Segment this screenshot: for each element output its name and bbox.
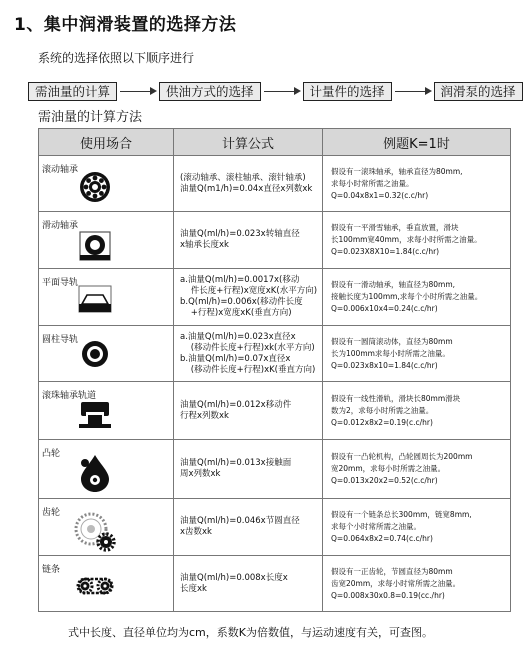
arrow-right-icon bbox=[117, 83, 159, 100]
usage-name: 圆柱导轨 bbox=[42, 335, 79, 345]
table-row bbox=[39, 499, 511, 556]
usage-cell bbox=[39, 269, 174, 326]
usage-name: 滚动轴承 bbox=[42, 165, 79, 175]
round-guide-icon bbox=[81, 340, 109, 368]
usage-cell bbox=[39, 326, 174, 382]
header-example: 例题K=1时 bbox=[323, 129, 511, 156]
formula-cell: 油量Q(ml/h)=0.023x转轴直径 x轴承长度xk bbox=[174, 212, 323, 269]
formula-cell: (滚动轴承、滚柱轴承、滚针轴承) 油量Q(m1/h)=0.04x直径x列数xk bbox=[174, 156, 323, 212]
arrow-right-icon bbox=[392, 83, 434, 100]
chain-icon bbox=[73, 570, 117, 602]
table-row bbox=[39, 212, 511, 269]
usage-name: 凸轮 bbox=[42, 449, 61, 459]
sliding-bearing-icon bbox=[78, 229, 112, 263]
formula-cell: 油量Q(ml/h)=0.008x长度x 长度xk bbox=[174, 556, 323, 612]
flow-step-4: 润滑泵的选择 bbox=[434, 82, 523, 101]
formula-cell: a.油量Q(ml/h)=0.023x直径x (移动件长度+行程)xk(水平方向) b.油量Q(ml/h)=0.07x直径x (移动件长度+行程)xK(垂直方向) bbox=[174, 326, 323, 382]
flow-step-3: 计量件的选择 bbox=[303, 82, 392, 101]
section-title: 需油量的计算方法 bbox=[38, 110, 143, 125]
usage-cell bbox=[39, 212, 174, 269]
header-formula: 计算公式 bbox=[174, 129, 323, 156]
example-cell: 假设有一平滑雪轴承，垂直放置，滑块 长100mm宽40mm，求每小时所需之油量。 Q=0.023X8X10=1.84(c.c/hr) bbox=[323, 212, 511, 269]
example-cell: 假设有一滚珠轴承，轴承直径为80mm, 求每小时常所需之油量。 Q=0.04x8x1=0.32(c.c/hr) bbox=[323, 156, 511, 212]
formula-cell: 油量Q(ml/h)=0.046x节圆直径 x齿数xk bbox=[174, 499, 323, 556]
example-cell: 假设有一线性滑轨，滑块长80mm滑块 数为2，求每小时所需之油量。 Q=0.012x8x2=0.19(c.c/hr) bbox=[323, 382, 511, 440]
subtitle: 系统的选择依照以下顺序进行 bbox=[38, 51, 195, 65]
oil-calc-table bbox=[38, 128, 511, 612]
formula-cell: 油量Q(ml/h)=0.012x移动件 行程x列数xk bbox=[174, 382, 323, 440]
usage-name: 链条 bbox=[42, 565, 61, 575]
ball-rail-icon bbox=[78, 399, 112, 429]
usage-name: 滑动轴承 bbox=[42, 221, 79, 231]
flow-step-2: 供油方式的选择 bbox=[159, 82, 261, 101]
example-cell: 假设有一圆筒滚动体，直径为80mm 长为100mm求每小时所需之油量。 Q=0.023x8x10=1.84(c.c/hr) bbox=[323, 326, 511, 382]
flat-guide-icon bbox=[78, 284, 112, 314]
table-row bbox=[39, 382, 511, 440]
usage-name: 齿轮 bbox=[42, 508, 61, 518]
usage-name: 平面导轨 bbox=[42, 278, 79, 288]
usage-cell bbox=[39, 382, 174, 440]
table-row bbox=[39, 440, 511, 499]
usage-cell bbox=[39, 556, 174, 612]
cam-icon bbox=[78, 453, 112, 493]
table-row bbox=[39, 556, 511, 612]
selection-flow bbox=[28, 82, 523, 100]
usage-cell bbox=[39, 499, 174, 556]
table-row bbox=[39, 156, 511, 212]
example-cell: 假设有一凸轮机构，凸轮圆周长为200mm 宽20mm，求每小时所需之油量。 Q=0.013x20x2=0.52(c.c/hr) bbox=[323, 440, 511, 499]
usage-cell bbox=[39, 156, 174, 212]
page-title: 1、集中润滑装置的选择方法 bbox=[14, 15, 237, 35]
table-row bbox=[39, 326, 511, 382]
example-cell: 假设有一滑动轴承，轴直径为80mm, 接触长度为100mm,求每个小时所需之油量。 Q=0.006x10x4=0.24(c.c/hr) bbox=[323, 269, 511, 326]
usage-cell bbox=[39, 440, 174, 499]
table-row bbox=[39, 269, 511, 326]
example-cell: 假设有一正齿轮，节圆直径为80mm 齿宽20mm，求每小时常所需之油量。 Q=0.008x30x0.8=0.19(cc./hr) bbox=[323, 556, 511, 612]
formula-cell: a.油量Q(ml/h)=0.0017x(移动 件长度+行程)x宽度xK(水平方向) b.Q(ml/h)=0.006x(移动件长度 +行程)x宽度xK(垂直方向) bbox=[174, 269, 323, 326]
example-cell: 假设有一个链条总长300mm，链宽8mm, 求每个小时常所需之油量。 Q=0.064x8x2=0.74(c.c/hr) bbox=[323, 499, 511, 556]
footer-note: 式中长度、直径单位均为cm，系数K为倍数值，与运动速度有关，可查图。 bbox=[68, 626, 433, 639]
gear-icon bbox=[73, 511, 117, 553]
header-usage: 使用场合 bbox=[39, 129, 174, 156]
formula-cell: 油量Q(ml/h)=0.013x接触面 周x列数xk bbox=[174, 440, 323, 499]
bearing-icon bbox=[79, 171, 111, 203]
arrow-right-icon bbox=[261, 83, 303, 100]
flow-step-1: 需油量的计算 bbox=[28, 82, 117, 101]
usage-name: 滚珠轴承轨道 bbox=[42, 391, 97, 401]
table-header-row bbox=[39, 129, 511, 156]
